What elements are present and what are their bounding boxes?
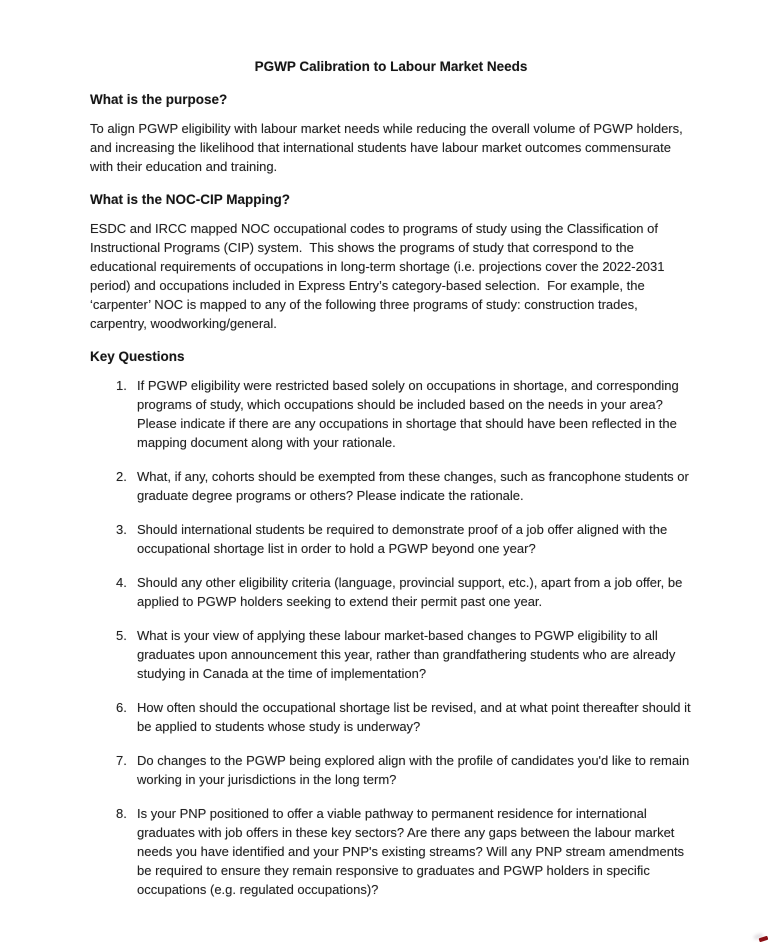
question-item-3 — [116, 520, 692, 558]
question-number: 6. — [116, 700, 127, 715]
question-number: 8. — [116, 806, 127, 821]
mapping-paragraph: ESDC and IRCC mapped NOC occupational codes to programs of study using the Classification of Instructional Programs (CIP) system. This shows the programs of study that correspond to the educational requirements of occupations in long-term shortage (i.e. projections cover the 2022-2031 period) and occupations included in Express Entry’s category-based selection. For example, the ‘carpenter’ NOC is mapped to any of the following three programs of study: construction trades, carpentry, woodworking/general. — [90, 221, 669, 331]
purpose-section-heading: What is the purpose? — [90, 92, 228, 107]
question-text: Is your PNP positioned to offer a viable pathway to permanent residence for international graduates with job offers in these key sectors? Are there any gaps between the labour market needs you have identified and your PNP's existing streams? Will any PNP stream amendments be required to ensure they remain responsive to graduates and PGWP holders in specific occupations (e.g. regulated occupations)? — [137, 806, 685, 897]
question-item-2 — [116, 467, 692, 505]
question-item-8 — [116, 804, 692, 899]
question-number: 7. — [116, 753, 127, 768]
scan-artifact-mark — [759, 936, 768, 943]
question-number: 1. — [116, 378, 127, 393]
question-text: What is your view of applying these labour market-based changes to PGWP eligibility to all graduates upon announcement this year, rather than grandfathering students who are already studying in Canada at the time of implementation? — [137, 628, 676, 681]
question-text: How often should the occupational shortage list be revised, and at what point thereafter should it be applied to students whose study is underway? — [137, 700, 691, 734]
question-text: What, if any, cohorts should be exempted from these changes, such as francophone students or graduate degree programs or others? Please indicate the rationale. — [137, 469, 689, 503]
question-item-7 — [116, 751, 692, 789]
key-questions-heading: Key Questions — [90, 349, 185, 364]
mapping-section-heading: What is the NOC-CIP Mapping? — [90, 192, 290, 207]
question-item-1 — [116, 376, 692, 452]
question-list — [90, 376, 692, 899]
question-number: 3. — [116, 522, 127, 537]
question-number: 4. — [116, 575, 127, 590]
question-item-6 — [116, 698, 692, 736]
question-text: If PGWP eligibility were restricted based solely on occupations in shortage, and corresponding programs of study, which occupations should be included based on the needs in your area? Please indicate if there are any occupations in shortage that should have been reflected in the mapping document along with your rationale. — [137, 378, 679, 450]
question-item-5 — [116, 626, 692, 683]
question-text: Should international students be required to demonstrate proof of a job offer aligned with the occupational shortage list in order to hold a PGWP beyond one year? — [137, 522, 668, 556]
document-title: PGWP Calibration to Labour Market Needs — [254, 59, 528, 74]
question-item-4 — [116, 573, 692, 611]
question-number: 2. — [116, 469, 127, 484]
purpose-paragraph: To align PGWP eligibility with labour market needs while reducing the overall volume of PGWP holders, and increasing the likelihood that international students have labour market outcomes commensurate with their education and training. — [90, 121, 687, 174]
question-text: Should any other eligibility criteria (language, provincial support, etc.), apart from a job offer, be applied to PGWP holders seeking to extend their permit past one year. — [137, 575, 683, 609]
question-number: 5. — [116, 628, 127, 643]
question-text: Do changes to the PGWP being explored align with the profile of candidates you'd like to remain working in your jurisdictions in the long term? — [137, 753, 690, 787]
